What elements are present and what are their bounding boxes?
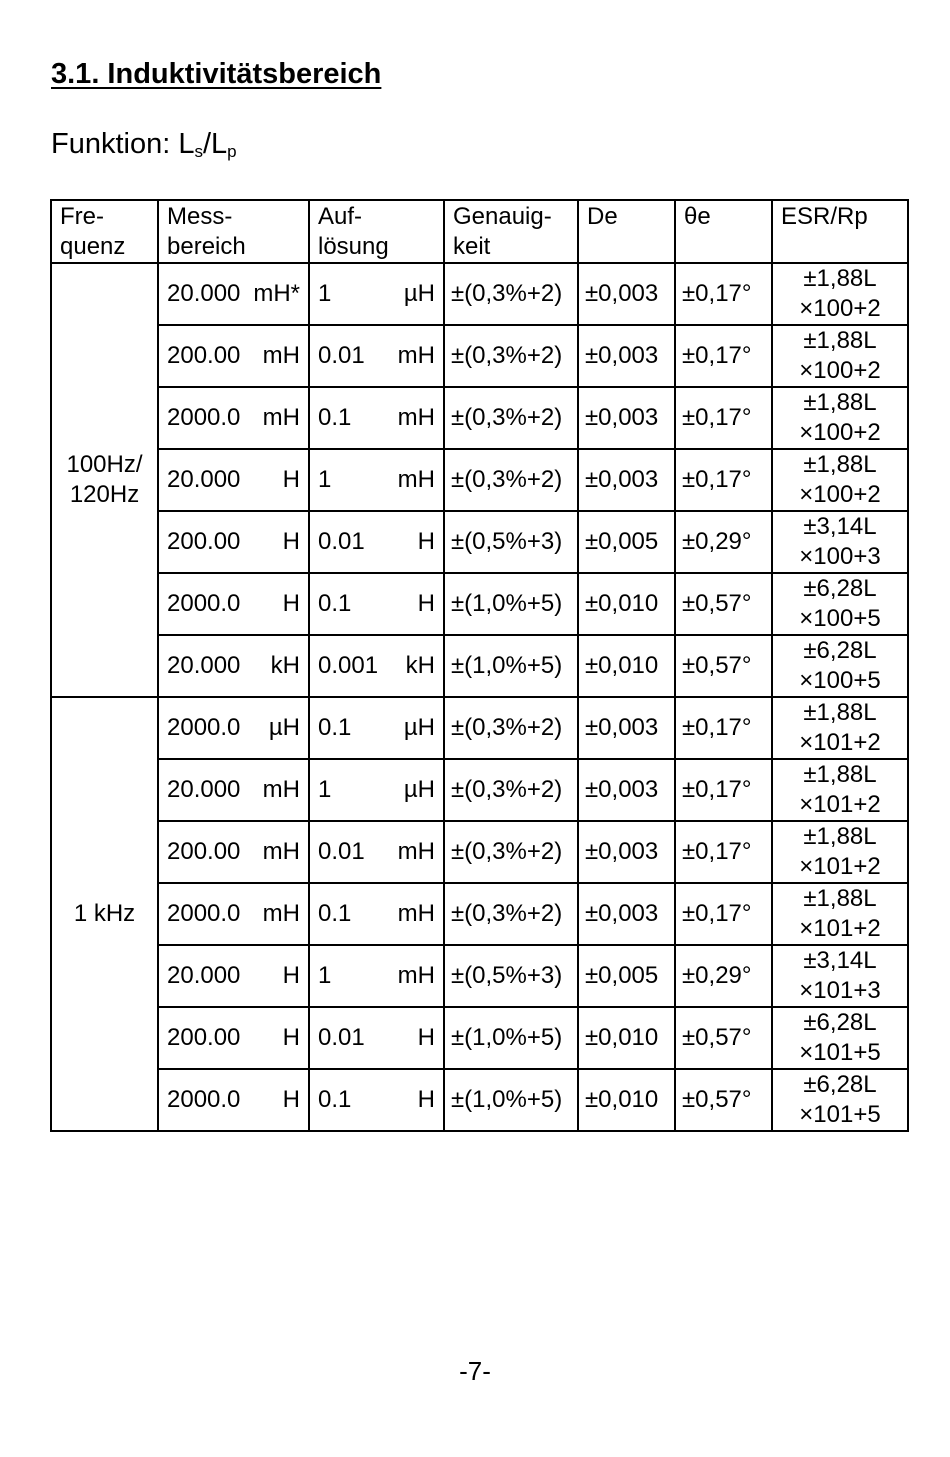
esr-rp-cell xyxy=(772,945,908,1007)
theta-cell: ±0,17° xyxy=(675,449,772,511)
header-esr-rp xyxy=(772,200,908,263)
de-cell: ±0,010 xyxy=(578,1069,675,1131)
resolution-unit: µH xyxy=(403,714,435,741)
resolution-value: 1 xyxy=(318,280,332,307)
esr-rp-cell xyxy=(772,511,908,573)
function-middle: /L xyxy=(202,128,228,160)
range-unit: H xyxy=(282,962,300,989)
accuracy-cell: ±(1,0%+5) xyxy=(444,573,578,635)
esr-rp-line2: ×100+2 xyxy=(799,481,881,508)
esr-rp-line1: ±6,28L xyxy=(803,1071,877,1098)
header-de-label: De xyxy=(587,203,618,230)
esr-rp-cell xyxy=(772,635,908,697)
esr-rp-cell xyxy=(772,1069,908,1131)
header-theta-e xyxy=(675,200,772,263)
range-value: 20.000 xyxy=(167,280,241,307)
header-resolution xyxy=(309,200,444,263)
function-subscript-s: s xyxy=(194,142,203,161)
resolution-cell xyxy=(309,759,444,821)
esr-rp-line1: ±1,88L xyxy=(803,327,877,354)
range-value: 200.00 xyxy=(167,838,241,865)
resolution-cell xyxy=(309,697,444,759)
header-de xyxy=(578,200,675,263)
de-cell: ±0,005 xyxy=(578,511,675,573)
theta-cell: ±0,17° xyxy=(675,883,772,945)
accuracy-cell: ±(0,3%+2) xyxy=(444,697,578,759)
header-frequency xyxy=(51,200,158,263)
frequency-cell: 1 kHz xyxy=(51,697,158,1131)
range-value: 2000.0 xyxy=(167,714,241,741)
de-cell: ±0,003 xyxy=(578,263,675,325)
resolution-unit: mH xyxy=(397,466,435,493)
resolution-unit: H xyxy=(417,1024,435,1051)
frequency-line2: 120Hz xyxy=(69,481,140,508)
accuracy-cell: ±(1,0%+5) xyxy=(444,1069,578,1131)
de-cell: ±0,003 xyxy=(578,449,675,511)
table-row xyxy=(51,325,908,387)
theta-cell: ±0,57° xyxy=(675,1069,772,1131)
esr-rp-line2: ×100+5 xyxy=(799,667,881,694)
accuracy-cell: ±(1,0%+5) xyxy=(444,635,578,697)
section-title: 3.1. Induktivitätsbereich xyxy=(51,58,382,90)
resolution-cell xyxy=(309,387,444,449)
range-value: 20.000 xyxy=(167,466,241,493)
range-cell xyxy=(158,883,309,945)
header-accuracy-line1: Genauig- xyxy=(453,203,552,230)
esr-rp-cell xyxy=(772,573,908,635)
table-row xyxy=(51,697,908,759)
table-row xyxy=(51,1069,908,1131)
range-cell xyxy=(158,945,309,1007)
range-value: 2000.0 xyxy=(167,1086,241,1113)
range-value: 20.000 xyxy=(167,962,241,989)
range-cell xyxy=(158,573,309,635)
header-theta-e-label: θe xyxy=(684,203,711,230)
table-header-row xyxy=(51,200,908,263)
range-unit: mH xyxy=(262,900,300,927)
inductance-spec-table xyxy=(50,199,909,1132)
range-cell xyxy=(158,821,309,883)
accuracy-cell: ±(0,3%+2) xyxy=(444,759,578,821)
esr-rp-cell xyxy=(772,759,908,821)
table-row xyxy=(51,263,908,325)
theta-cell: ±0,29° xyxy=(675,511,772,573)
resolution-cell xyxy=(309,635,444,697)
esr-rp-line1: ±1,88L xyxy=(803,699,877,726)
table-row xyxy=(51,1007,908,1069)
de-cell: ±0,010 xyxy=(578,1007,675,1069)
resolution-value: 0.01 xyxy=(318,528,365,555)
function-prefix: Funktion: L xyxy=(51,128,195,160)
resolution-value: 0.1 xyxy=(318,590,352,617)
esr-rp-line1: ±1,88L xyxy=(803,761,877,788)
esr-rp-line1: ±6,28L xyxy=(803,637,877,664)
header-accuracy-line2: keit xyxy=(453,233,491,260)
esr-rp-line2: ×101+2 xyxy=(799,729,881,756)
range-cell xyxy=(158,1007,309,1069)
range-unit: H xyxy=(282,1024,300,1051)
esr-rp-line2: ×101+2 xyxy=(799,915,881,942)
esr-rp-cell xyxy=(772,697,908,759)
range-cell xyxy=(158,1069,309,1131)
esr-rp-cell xyxy=(772,449,908,511)
esr-rp-cell xyxy=(772,821,908,883)
esr-rp-cell xyxy=(772,1007,908,1069)
esr-rp-cell xyxy=(772,263,908,325)
resolution-unit: mH xyxy=(397,404,435,431)
range-unit: mH* xyxy=(253,280,300,307)
header-esr-rp-label: ESR/Rp xyxy=(781,203,868,230)
resolution-cell xyxy=(309,1069,444,1131)
table-row xyxy=(51,511,908,573)
resolution-cell xyxy=(309,821,444,883)
esr-rp-line1: ±3,14L xyxy=(803,513,877,540)
resolution-unit: kH xyxy=(405,652,435,679)
theta-cell: ±0,17° xyxy=(675,697,772,759)
esr-rp-line1: ±1,88L xyxy=(803,885,877,912)
resolution-cell xyxy=(309,945,444,1007)
resolution-cell xyxy=(309,449,444,511)
esr-rp-line2: ×100+2 xyxy=(799,357,881,384)
esr-rp-line2: ×100+5 xyxy=(799,605,881,632)
table-body xyxy=(51,263,908,1131)
header-accuracy xyxy=(444,200,578,263)
range-value: 200.00 xyxy=(167,1024,241,1051)
range-cell xyxy=(158,759,309,821)
page-number: -7- xyxy=(459,1356,491,1386)
de-cell: ±0,003 xyxy=(578,325,675,387)
esr-rp-line2: ×100+2 xyxy=(799,295,881,322)
range-cell xyxy=(158,511,309,573)
accuracy-cell: ±(0,3%+2) xyxy=(444,449,578,511)
accuracy-cell: ±(1,0%+5) xyxy=(444,1007,578,1069)
esr-rp-line1: ±1,88L xyxy=(803,823,877,850)
resolution-unit: H xyxy=(417,1086,435,1113)
range-unit: mH xyxy=(262,776,300,803)
de-cell: ±0,003 xyxy=(578,697,675,759)
esr-rp-line2: ×101+5 xyxy=(799,1101,881,1128)
header-resolution-line2: lösung xyxy=(318,233,389,260)
header-range-line2: bereich xyxy=(167,233,246,260)
range-value: 200.00 xyxy=(167,342,241,369)
function-line xyxy=(51,128,237,161)
range-value: 20.000 xyxy=(167,776,241,803)
resolution-cell xyxy=(309,325,444,387)
table-row xyxy=(51,945,908,1007)
resolution-unit: µH xyxy=(403,776,435,803)
resolution-cell xyxy=(309,263,444,325)
resolution-unit: mH xyxy=(397,838,435,865)
de-cell: ±0,010 xyxy=(578,635,675,697)
frequency-line1: 100Hz/ xyxy=(66,451,143,478)
resolution-value: 0.001 xyxy=(318,652,379,679)
range-unit: mH xyxy=(262,342,300,369)
resolution-value: 1 xyxy=(318,962,332,989)
esr-rp-line2: ×101+3 xyxy=(799,977,881,1004)
range-unit: H xyxy=(282,1086,300,1113)
range-unit: µH xyxy=(268,714,300,741)
table-row xyxy=(51,821,908,883)
table-row xyxy=(51,635,908,697)
resolution-value: 1 xyxy=(318,466,332,493)
resolution-unit: H xyxy=(417,590,435,617)
theta-cell: ±0,29° xyxy=(675,945,772,1007)
range-value: 20.000 xyxy=(167,652,241,679)
theta-cell: ±0,57° xyxy=(675,1007,772,1069)
esr-rp-line1: ±1,88L xyxy=(803,265,877,292)
table-row xyxy=(51,573,908,635)
resolution-value: 0.1 xyxy=(318,1086,352,1113)
resolution-value: 0.01 xyxy=(318,342,365,369)
range-cell xyxy=(158,263,309,325)
accuracy-cell: ±(0,5%+3) xyxy=(444,511,578,573)
esr-rp-line1: ±1,88L xyxy=(803,451,877,478)
de-cell: ±0,003 xyxy=(578,759,675,821)
accuracy-cell: ±(0,3%+2) xyxy=(444,883,578,945)
resolution-unit: mH xyxy=(397,900,435,927)
de-cell: ±0,010 xyxy=(578,573,675,635)
esr-rp-cell xyxy=(772,387,908,449)
theta-cell: ±0,17° xyxy=(675,387,772,449)
theta-cell: ±0,17° xyxy=(675,325,772,387)
resolution-value: 0.01 xyxy=(318,838,365,865)
range-value: 200.00 xyxy=(167,528,241,555)
de-cell: ±0,003 xyxy=(578,387,675,449)
resolution-value: 0.01 xyxy=(318,1024,365,1051)
de-cell: ±0,005 xyxy=(578,945,675,1007)
header-resolution-line1: Auf- xyxy=(318,203,363,230)
header-range-line1: Mess- xyxy=(167,203,233,230)
accuracy-cell: ±(0,3%+2) xyxy=(444,821,578,883)
range-unit: H xyxy=(282,528,300,555)
range-unit: kH xyxy=(270,652,300,679)
esr-rp-line2: ×101+5 xyxy=(799,1039,881,1066)
range-value: 2000.0 xyxy=(167,900,241,927)
theta-cell: ±0,17° xyxy=(675,821,772,883)
theta-cell: ±0,17° xyxy=(675,759,772,821)
range-cell xyxy=(158,635,309,697)
resolution-cell xyxy=(309,573,444,635)
range-cell xyxy=(158,387,309,449)
range-unit: H xyxy=(282,466,300,493)
range-unit: H xyxy=(282,590,300,617)
range-unit: mH xyxy=(262,838,300,865)
range-cell xyxy=(158,325,309,387)
esr-rp-line1: ±6,28L xyxy=(803,1009,877,1036)
accuracy-cell: ±(0,3%+2) xyxy=(444,387,578,449)
resolution-value: 0.1 xyxy=(318,404,352,431)
range-unit: mH xyxy=(262,404,300,431)
resolution-cell xyxy=(309,511,444,573)
frequency-cell xyxy=(51,263,158,697)
theta-cell: ±0,17° xyxy=(675,263,772,325)
resolution-unit: H xyxy=(417,528,435,555)
theta-cell: ±0,57° xyxy=(675,635,772,697)
table-row xyxy=(51,449,908,511)
esr-rp-line2: ×101+2 xyxy=(799,853,881,880)
resolution-unit: mH xyxy=(397,962,435,989)
esr-rp-line2: ×100+2 xyxy=(799,419,881,446)
esr-rp-line1: ±3,14L xyxy=(803,947,877,974)
de-cell: ±0,003 xyxy=(578,821,675,883)
resolution-unit: mH xyxy=(397,342,435,369)
esr-rp-line1: ±1,88L xyxy=(803,389,877,416)
header-frequency-line1: Fre- xyxy=(60,203,104,230)
table-row xyxy=(51,759,908,821)
range-cell xyxy=(158,697,309,759)
header-frequency-line2: quenz xyxy=(60,233,126,260)
resolution-value: 0.1 xyxy=(318,714,352,741)
range-cell xyxy=(158,449,309,511)
range-value: 2000.0 xyxy=(167,404,241,431)
resolution-value: 1 xyxy=(318,776,332,803)
header-range xyxy=(158,200,309,263)
de-cell: ±0,003 xyxy=(578,883,675,945)
esr-rp-line2: ×100+3 xyxy=(799,543,881,570)
table-row xyxy=(51,883,908,945)
accuracy-cell: ±(0,3%+2) xyxy=(444,325,578,387)
resolution-cell xyxy=(309,883,444,945)
resolution-value: 0.1 xyxy=(318,900,352,927)
table-row xyxy=(51,387,908,449)
resolution-unit: µH xyxy=(403,280,435,307)
esr-rp-line1: ±6,28L xyxy=(803,575,877,602)
accuracy-cell: ±(0,3%+2) xyxy=(444,263,578,325)
resolution-cell xyxy=(309,1007,444,1069)
accuracy-cell: ±(0,5%+3) xyxy=(444,945,578,1007)
function-subscript-p: p xyxy=(227,142,237,161)
esr-rp-line2: ×101+2 xyxy=(799,791,881,818)
range-value: 2000.0 xyxy=(167,590,241,617)
theta-cell: ±0,57° xyxy=(675,573,772,635)
esr-rp-cell xyxy=(772,325,908,387)
esr-rp-cell xyxy=(772,883,908,945)
